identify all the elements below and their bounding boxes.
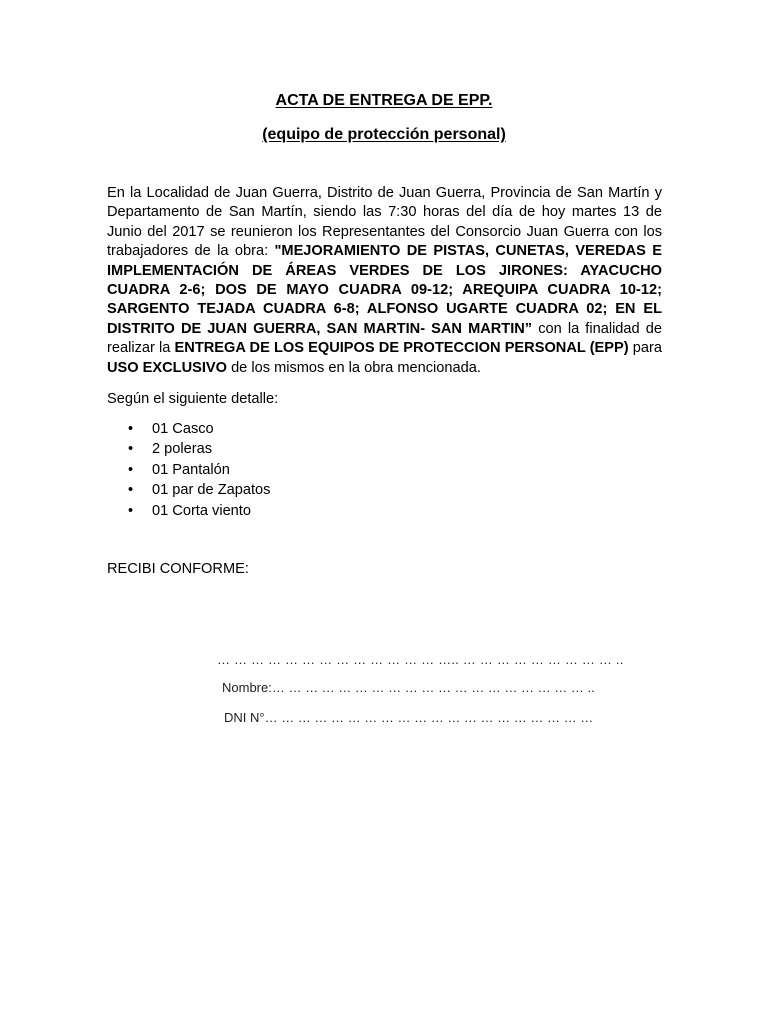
list-item-label: 2 poleras — [152, 441, 213, 458]
name-field: Nombre:… … … … … … … … … … … … … … … … … … … .. — [222, 680, 595, 695]
project-name: "MEJORAMIENTO DE PISTAS, CUNETAS, VEREDAS E IMPLEMENTACIÓN DE ÁREAS VERDES DE LOS JIRONES: AYACUCHO CUADRA 2-6; DOS DE MAYO CUADRA 09-12; AREQUIPA CUADRA 10-12; SARGENTO TEJADA CUADRA 6-8; ALFONSO UGARTE CUADRA 02; EN EL DISTRITO DE JUAN GUERRA, SAN MARTIN- SAN MARTIN” — [107, 243, 662, 337]
received-label: RECIBI CONFORME: — [107, 561, 249, 577]
document-subtitle: (equipo de protección personal) — [262, 126, 506, 143]
dni-field: DNI N°… … … … … … … … … … … … … … … … … … … … — [224, 710, 594, 725]
signature-line: … … … … … … … … … … … … … ….. … … … … … … … … … .. — [217, 652, 624, 667]
bullet-icon: • — [128, 461, 134, 478]
bullet-icon: • — [128, 482, 134, 499]
bullet-icon: • — [128, 421, 134, 437]
detail-intro: Según el siguiente detalle: — [107, 391, 279, 407]
equipment-list — [107, 419, 270, 521]
list-item-label: 01 Pantalón — [152, 461, 230, 478]
intro-paragraph — [107, 184, 662, 378]
paragraph-text: de los mismos en la obra mencionada. — [227, 359, 481, 376]
bullet-icon: • — [128, 441, 134, 458]
list-item — [107, 460, 270, 480]
list-item — [107, 501, 270, 521]
paragraph-text: con la finalidad de realizar la — [107, 320, 662, 357]
list-item-label: 01 Corta viento — [152, 502, 251, 519]
list-item-label: 01 par de Zapatos — [152, 482, 271, 499]
list-item — [107, 419, 270, 439]
bullet-icon: • — [128, 502, 134, 519]
list-item-label: 01 Casco — [152, 421, 214, 437]
document-title: ACTA DE ENTREGA DE EPP. — [275, 92, 493, 109]
exclusive-use: USO EXCLUSIVO — [107, 359, 228, 376]
list-item — [107, 439, 270, 459]
paragraph-text: En la Localidad de Juan Guerra, Distrito de Juan Guerra, Provincia de San Martín y Departamento de San Martín, siendo las 7:30 horas del día de hoy martes 13 de Junio del 2017 se reunieron los Representantes del Consorcio Juan Guerra con los trabajadores de la obra: — [107, 185, 662, 260]
paragraph-text: para — [628, 340, 663, 357]
delivery-purpose: ENTREGA DE LOS EQUIPOS DE PROTECCION PERSONAL (EPP) — [174, 340, 629, 357]
list-item — [107, 480, 270, 500]
